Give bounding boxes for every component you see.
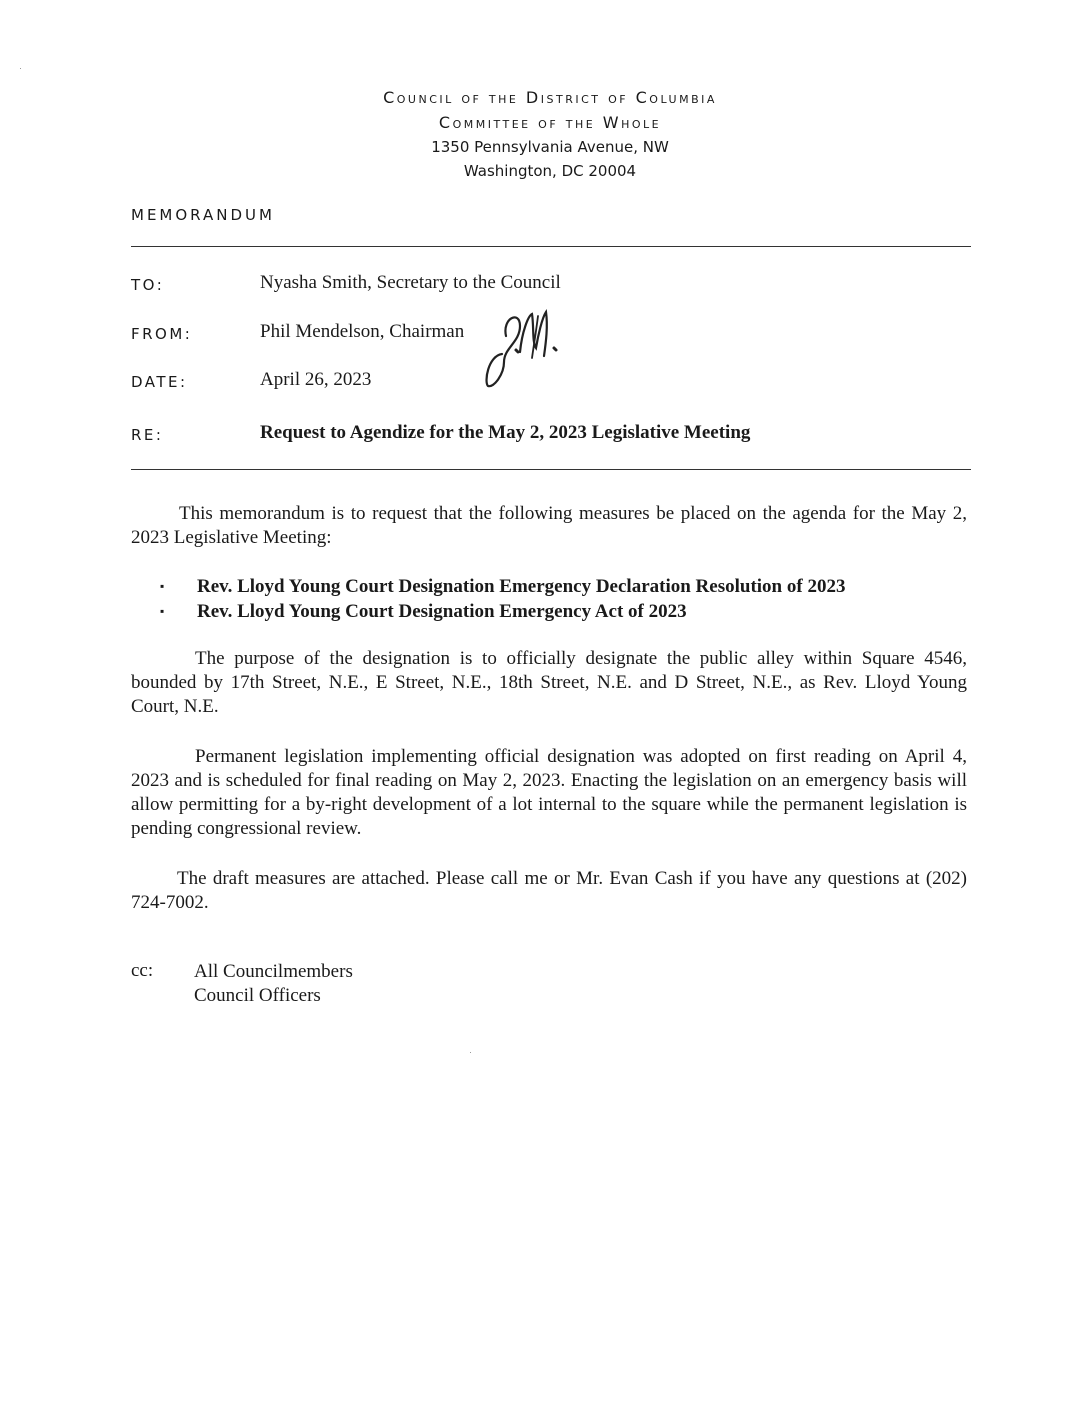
from-value: Phil Mendelson, Chairman xyxy=(260,321,465,342)
measure-item xyxy=(160,599,845,624)
date-value: April 26, 2023 xyxy=(260,369,372,390)
memorandum-label: MEMORANDUM xyxy=(131,206,275,224)
letterhead-committee: Committee of the Whole xyxy=(438,113,662,132)
from-label: FROM: xyxy=(131,325,193,343)
letterhead-address-city: Washington, DC 20004 xyxy=(463,162,637,180)
cc-label: cc: xyxy=(131,960,154,981)
letterhead-address-street: 1350 Pennsylvania Avenue, NW xyxy=(431,138,669,156)
letterhead-council: Council of the District of Columbia xyxy=(383,88,717,107)
cc-recipient: Council Officers xyxy=(194,985,321,1006)
date-label: DATE: xyxy=(131,373,188,391)
to-label: TO: xyxy=(131,276,165,294)
scan-speck xyxy=(470,1052,471,1053)
purpose-paragraph: The purpose of the designation is to officially designate the public alley within Square 4546, bounded by 17th Street, N.E., E Street, N.E., 18th Street, N.E. and D Street, N.E., as Rev. Lloyd Young Court, N.E. xyxy=(131,648,967,717)
to-value: Nyasha Smith, Secretary to the Council xyxy=(260,272,561,293)
cc-recipient: All Councilmembers xyxy=(194,961,353,982)
measure-title: Rev. Lloyd Young Court Designation Emergency Declaration Resolution of 2023 xyxy=(197,576,846,597)
scan-speck xyxy=(20,68,21,69)
cc-recipients xyxy=(194,960,353,1008)
chairman-signature xyxy=(476,296,576,396)
permanent-legislation-paragraph: Permanent legislation implementing official designation was adopted on first reading on April 4, 2023 and is scheduled for final reading on May 2, 2023. Enacting the legislation on an emergency basis will allow permitting for a by-right development of a lot internal to the square while the permanent legislation is pending congressional review. xyxy=(131,746,967,839)
bullet-marker: ▪ xyxy=(160,604,165,618)
measure-item xyxy=(160,574,845,599)
measure-title: Rev. Lloyd Young Court Designation Emergency Act of 2023 xyxy=(197,601,687,622)
intro-paragraph: This memorandum is to request that the following measures be placed on the agenda for the May 2, 2023 Legislative Meeting: xyxy=(131,503,967,548)
header-bottom-rule xyxy=(131,469,971,470)
re-label: RE: xyxy=(131,426,164,444)
bullet-marker: ▪ xyxy=(160,579,165,593)
closing-paragraph: The draft measures are attached. Please call me or Mr. Evan Cash if you have any questions at (202) 724-7002. xyxy=(131,868,967,913)
re-subject: Request to Agendize for the May 2, 2023 Legislative Meeting xyxy=(260,422,751,443)
measures-list xyxy=(160,574,845,624)
header-top-rule xyxy=(131,246,971,247)
